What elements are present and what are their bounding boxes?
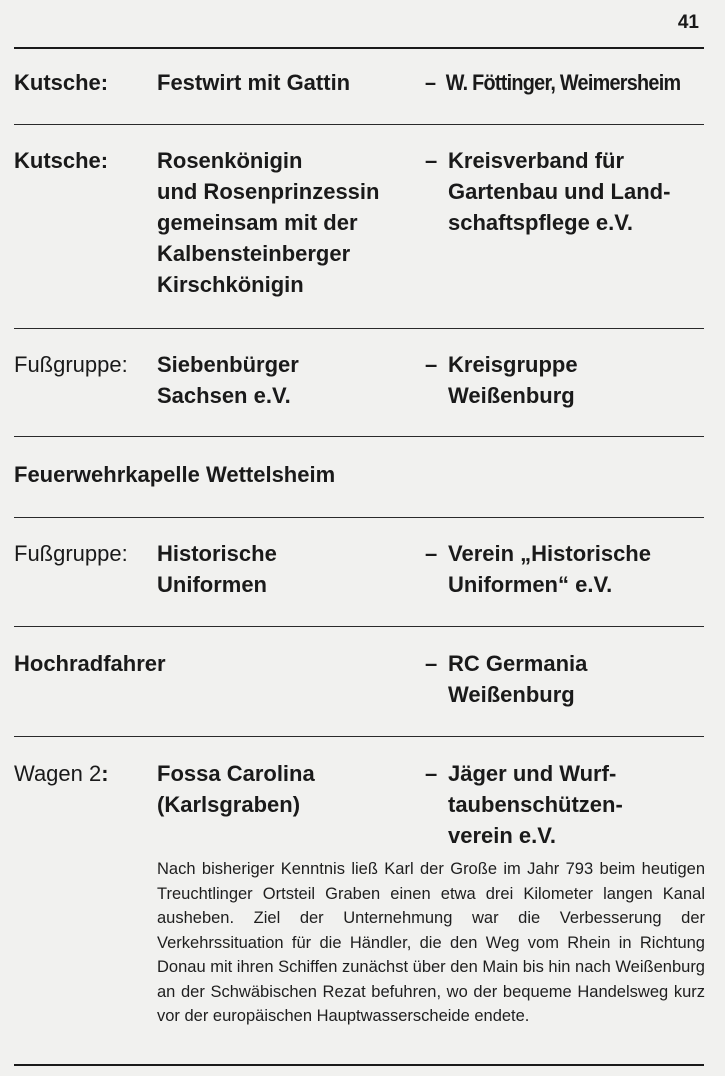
entry-title: Rosenkönigin und Rosenprinzessin gemeinsam mit der Kalbensteinberger Kirschkönigin (157, 148, 380, 297)
entry-label: Kutsche: (14, 148, 109, 173)
divider (14, 736, 704, 737)
divider (14, 328, 704, 329)
entry-organizer: – W. Föttinger, Weimersheim (425, 70, 681, 95)
entry-organizer: – Verein „Historische Uniformen“ e.V. (425, 541, 651, 597)
divider (14, 517, 704, 518)
entry-title: Siebenbürger Sachsen e.V. (157, 352, 299, 408)
entry-label: Kutsche: (14, 70, 109, 95)
entry-label: Hochradfahrer (14, 651, 166, 676)
entry-organizer: – Jäger und Wurf- taubenschützen- verein e.V. (425, 761, 623, 848)
entry-organizer: – Kreisgruppe Weißenburg (425, 352, 578, 408)
entry-description: Nach bisheriger Kenntnis ließ Karl der Große im Jahr 793 beim heutigen Treuchtlinger Ortsteil Graben einen etwa drei Kilometer langen Kanal ausheben. Ziel der Unternehmung war die Verbesserung der Verkehrssituation für die Händler, die den Weg vom Rhein in Richtung Donau mit ihren Schiffen zunächst über den Main bis hin nach Weißenburg an der Schwäbischen Rezat befuhren, wo der bequeme Handelsweg kurz vor der europäischen Hauptwasserscheide endete. (157, 860, 705, 1025)
entry-organizer: – Kreisverband für Gartenbau und Land- schaftspflege e.V. (425, 148, 671, 235)
divider (14, 124, 704, 125)
divider (14, 626, 704, 627)
entry-label: Feuerwehrkapelle Wettelsheim (14, 462, 336, 487)
page-number: 41 (677, 12, 699, 33)
entry-label: Wagen 2: (14, 761, 109, 786)
entry-title: Fossa Carolina (Karlsgraben) (157, 761, 315, 817)
divider (14, 1064, 704, 1066)
entry-organizer: – RC Germania Weißenburg (425, 651, 588, 707)
entry-title: Festwirt mit Gattin (157, 70, 351, 95)
entry-label: Fußgruppe: (14, 352, 128, 377)
entry-title: Historische Uniformen (157, 541, 277, 597)
divider (14, 47, 704, 49)
entry-label: Fußgruppe: (14, 541, 128, 566)
divider (14, 436, 704, 437)
